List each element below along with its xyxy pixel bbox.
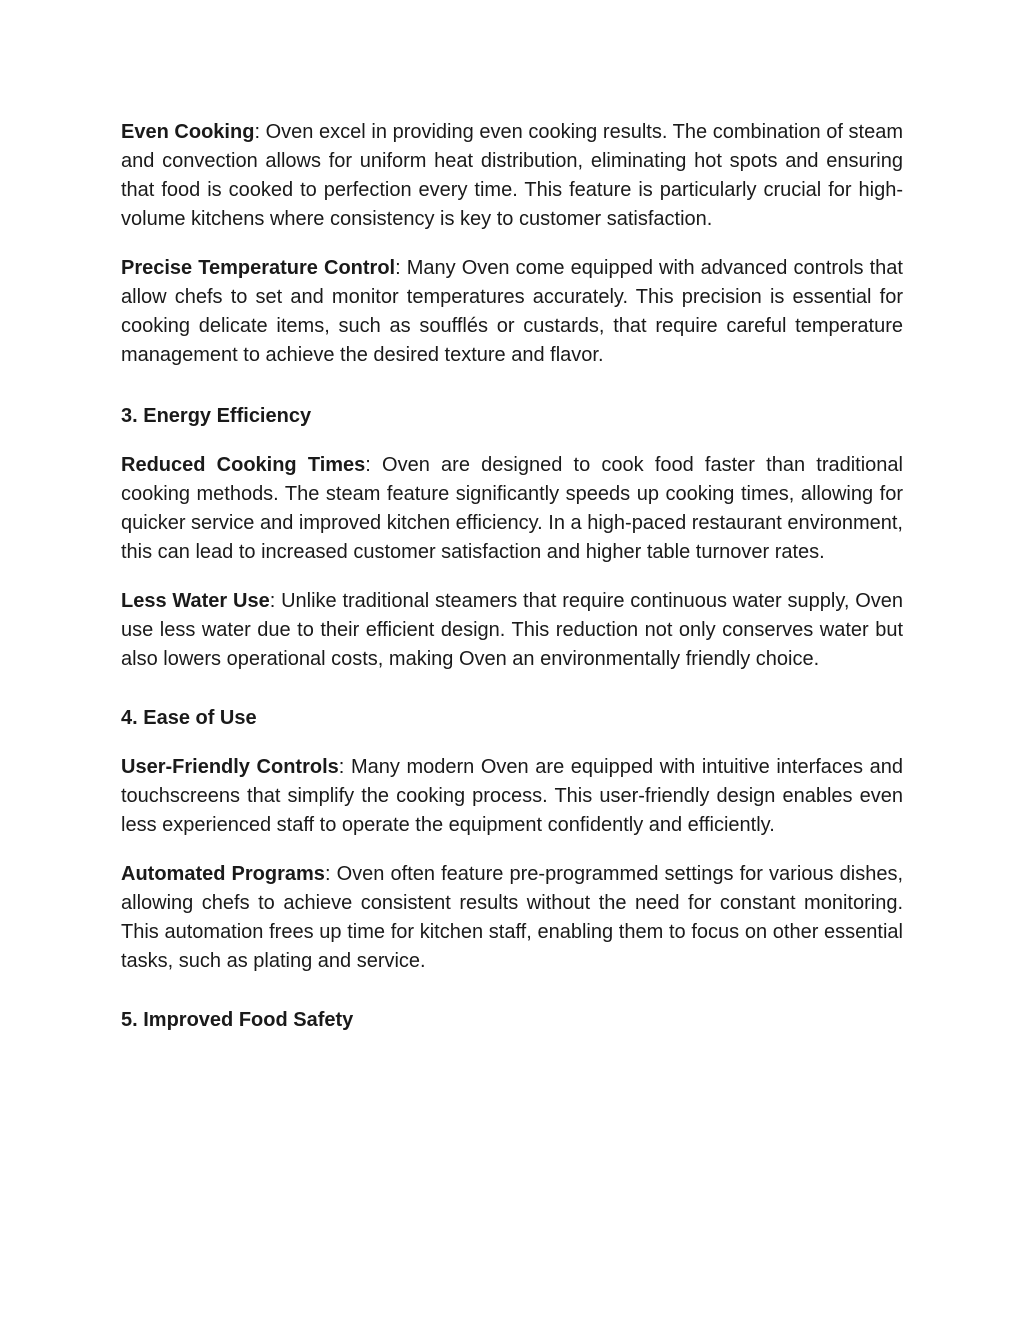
paragraph-automated-programs xyxy=(121,860,903,976)
term-precise-temperature-control: Precise Temperature Control xyxy=(121,257,396,279)
paragraph-reduced-cooking-times xyxy=(121,451,903,567)
term-even-cooking: Even Cooking xyxy=(121,121,255,143)
term-reduced-cooking-times: Reduced Cooking Times xyxy=(121,454,366,476)
term-automated-programs: Automated Programs xyxy=(121,863,325,885)
paragraph-text: Oven excel in providing even cooking results. The combination of steam and convection allows for uniform heat distribution, eliminating hot spots and ensuring that food is cooked to perfection every time. This feature is particularly crucial for high-volume kitchens where consistency is key to customer satisfaction. xyxy=(121,121,903,230)
section-heading-energy-efficiency: 3. Energy Efficiency xyxy=(121,405,312,427)
term-separator: : xyxy=(338,756,345,778)
term-user-friendly-controls: User-Friendly Controls xyxy=(121,756,339,778)
paragraph-user-friendly-controls xyxy=(121,753,903,840)
paragraph-text: Many Oven come equipped with advanced controls that allow chefs to set and monitor temperatures accurately. This precision is essential for cooking delicate items, such as soufflés or custards, that require careful temperature management to achieve the desired texture and flavor. xyxy=(121,257,903,366)
term-separator: : xyxy=(365,454,371,476)
term-separator: : xyxy=(395,257,401,279)
paragraph-even-cooking xyxy=(121,118,903,234)
paragraph-text: Unlike traditional steamers that require continuous water supply, Oven use less water due to their efficient design. This reduction not only conserves water but also lowers operational costs, making Oven an environmentally friendly choice. xyxy=(121,590,904,670)
paragraph-text: Oven are designed to cook food faster than traditional cooking methods. The steam feature significantly speeds up cooking times, allowing for quicker service and improved kitchen efficiency. In a high-paced restaurant environment, this can lead to increased customer satisfaction and higher table turnover rates. xyxy=(121,454,903,563)
paragraph-text: Oven often feature pre-programmed settings for various dishes, allowing chefs to achieve consistent results without the need for constant monitoring. This automation frees up time for kitchen staff, enabling them to focus on other essential tasks, such as plating and service. xyxy=(121,863,904,972)
term-separator: : xyxy=(254,121,260,143)
term-less-water-use: Less Water Use xyxy=(121,590,270,612)
paragraph-precise-temperature-control xyxy=(121,254,903,370)
paragraph-less-water-use xyxy=(121,587,903,674)
section-heading-improved-food-safety: 5. Improved Food Safety xyxy=(121,1009,354,1031)
section-heading-ease-of-use: 4. Ease of Use xyxy=(121,707,257,729)
paragraph-text: Many modern Oven are equipped with intuitive interfaces and touchscreens that simplify the cooking process. This user-friendly design enables even less experienced staff to operate the equipment confidently and efficiently. xyxy=(121,756,904,836)
term-separator: : xyxy=(269,590,276,612)
document-page xyxy=(121,118,903,1055)
term-separator: : xyxy=(324,863,331,885)
